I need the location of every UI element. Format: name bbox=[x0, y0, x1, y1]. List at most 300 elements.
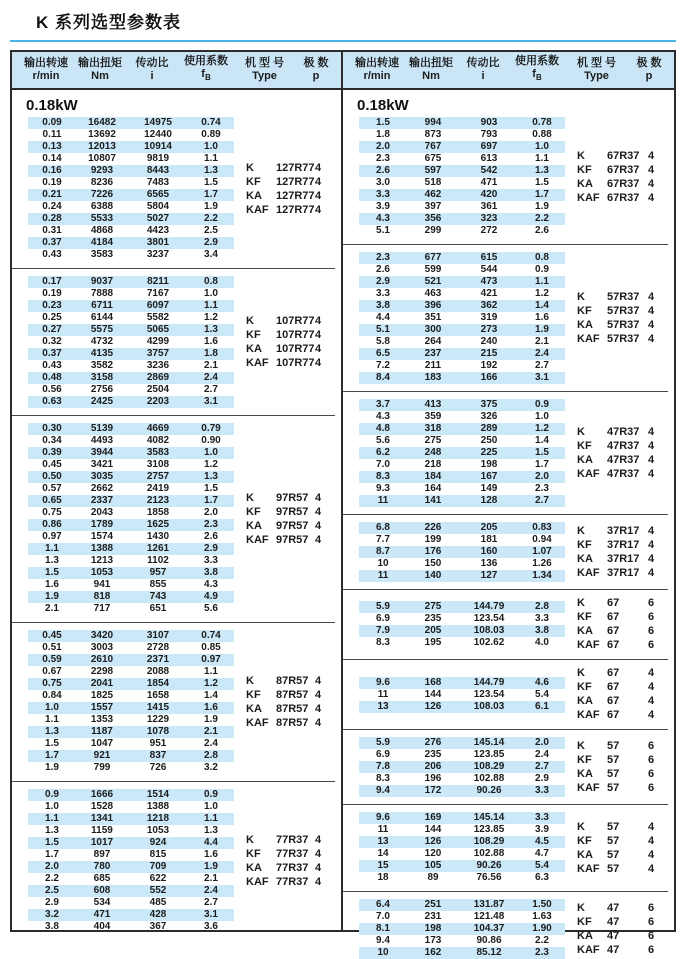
factor-cell: 2.6 bbox=[535, 225, 549, 236]
half-content-right bbox=[343, 90, 674, 959]
type-prefix: KAF bbox=[577, 566, 600, 579]
factor-cell: 1.4 bbox=[535, 300, 549, 311]
table-row bbox=[28, 471, 234, 483]
type-line bbox=[577, 164, 668, 177]
type-model: 67 bbox=[607, 667, 620, 679]
type-line bbox=[577, 333, 668, 346]
factor-cell: 4.4 bbox=[204, 837, 218, 848]
table-row bbox=[359, 288, 565, 300]
torque-cell: 248 bbox=[424, 447, 442, 458]
header-service-factor-zh: 使用系数 bbox=[184, 55, 228, 68]
pole-count: 6 bbox=[648, 611, 655, 623]
speed-cell: 0.43 bbox=[42, 249, 62, 260]
table-row bbox=[28, 483, 234, 495]
speed-cell: 0.27 bbox=[42, 324, 62, 335]
type-model: 57 bbox=[607, 753, 620, 766]
speed-cell: 1.1 bbox=[45, 813, 59, 824]
type-line bbox=[246, 204, 335, 217]
type-model: 37R17 bbox=[607, 524, 640, 537]
pole-count: 4 bbox=[315, 847, 322, 860]
type-prefix: KA bbox=[246, 342, 262, 355]
speed-cell: 1.3 bbox=[45, 825, 59, 836]
type-model: 57 bbox=[607, 781, 620, 794]
header-model bbox=[565, 57, 628, 83]
header-service-factor-symbol: $f_B$ bbox=[532, 68, 542, 83]
table-row bbox=[28, 750, 234, 762]
ratio-cell: 104.37 bbox=[473, 923, 505, 934]
header-model-en: Type bbox=[584, 70, 609, 82]
factor-cell: 0.90 bbox=[201, 435, 221, 446]
ratio-cell: 5582 bbox=[146, 312, 170, 323]
type-line bbox=[246, 343, 335, 356]
speed-cell: 0.9 bbox=[45, 789, 59, 800]
ratio-cell: 108.29 bbox=[473, 836, 505, 847]
type-list bbox=[565, 426, 668, 481]
type-prefix: KAF bbox=[577, 781, 600, 794]
torque-cell: 198 bbox=[424, 923, 442, 934]
type-prefix: KA bbox=[577, 177, 593, 190]
factor-cell: 2.2 bbox=[535, 935, 549, 946]
type-model: 57R37 bbox=[607, 290, 640, 303]
speed-cell: 0.39 bbox=[42, 447, 62, 458]
ratio-cell: 903 bbox=[480, 117, 498, 128]
torque-cell: 9037 bbox=[90, 276, 114, 287]
table-row bbox=[28, 201, 234, 213]
type-line bbox=[577, 597, 668, 610]
header-service-factor bbox=[178, 55, 234, 84]
pole-count: 4 bbox=[648, 834, 655, 847]
ratio-cell: 793 bbox=[480, 129, 498, 140]
table-row bbox=[28, 372, 234, 384]
torque-cell: 1187 bbox=[91, 726, 113, 737]
ratio-cell: 709 bbox=[149, 861, 167, 872]
speed-cell: 11 bbox=[377, 495, 389, 506]
factor-cell: 2.1 bbox=[535, 336, 549, 347]
factor-cell: 1.9 bbox=[535, 324, 549, 335]
factor-cell: 1.2 bbox=[204, 312, 218, 323]
table-row bbox=[28, 702, 234, 714]
factor-cell: 1.6 bbox=[204, 849, 218, 860]
ratio-cell: 957 bbox=[149, 567, 167, 578]
type-line bbox=[577, 930, 668, 943]
ratio-cell: 421 bbox=[480, 288, 498, 299]
speed-cell: 8.4 bbox=[376, 372, 390, 383]
ratio-cell: 7483 bbox=[146, 177, 170, 188]
torque-cell: 276 bbox=[424, 737, 442, 748]
speed-cell: 4.3 bbox=[376, 411, 390, 422]
type-model: 67 bbox=[607, 639, 620, 651]
type-model: 127R77 bbox=[276, 203, 315, 216]
factor-cell: 3.8 bbox=[535, 624, 549, 636]
type-line bbox=[246, 520, 335, 533]
type-prefix: KF bbox=[577, 681, 592, 693]
ratio-cell: 375 bbox=[480, 399, 498, 410]
factor-cell: 4.7 bbox=[535, 848, 549, 859]
rows-group bbox=[359, 601, 565, 649]
speed-cell: 2.9 bbox=[376, 276, 390, 287]
torque-cell: 4184 bbox=[90, 237, 114, 248]
type-model: 127R77 bbox=[276, 189, 315, 202]
speed-cell: 5.9 bbox=[376, 737, 390, 748]
table-row bbox=[359, 324, 565, 336]
pole-count: 4 bbox=[315, 875, 322, 888]
factor-cell: 2.0 bbox=[204, 507, 218, 518]
factor-cell: 2.7 bbox=[204, 897, 218, 908]
type-list bbox=[565, 740, 668, 795]
ratio-cell: 552 bbox=[149, 885, 167, 896]
factor-cell: 6.1 bbox=[535, 700, 549, 712]
pole-count: 6 bbox=[648, 915, 655, 928]
torque-cell: 164 bbox=[424, 483, 442, 494]
ratio-cell: 121.48 bbox=[473, 911, 505, 922]
table-row bbox=[359, 459, 565, 471]
factor-cell: 3.6 bbox=[204, 921, 218, 932]
rows-group bbox=[359, 677, 565, 713]
type-line bbox=[577, 695, 668, 708]
torque-cell: 767 bbox=[424, 141, 442, 152]
type-line bbox=[246, 190, 335, 203]
torque-cell: 162 bbox=[424, 947, 442, 958]
type-prefix: KF bbox=[577, 439, 592, 452]
pole-count: 4 bbox=[648, 439, 655, 452]
type-prefix: KF bbox=[577, 611, 592, 623]
ratio-cell: 108.29 bbox=[473, 761, 505, 772]
factor-cell: 1.5 bbox=[204, 483, 218, 494]
table-row bbox=[28, 690, 234, 702]
table-row bbox=[359, 749, 565, 761]
speed-cell: 1.3 bbox=[45, 726, 59, 737]
table-row bbox=[359, 312, 565, 324]
torque-cell: 608 bbox=[93, 885, 111, 896]
type-list bbox=[565, 902, 668, 957]
type-prefix: K bbox=[577, 524, 585, 537]
ratio-cell: 951 bbox=[149, 738, 167, 749]
factor-cell: 2.0 bbox=[535, 471, 549, 482]
factor-cell: 1.4 bbox=[535, 435, 549, 446]
table-row bbox=[359, 399, 565, 411]
factor-cell: 2.4 bbox=[204, 885, 218, 896]
ratio-cell: 85.12 bbox=[476, 947, 502, 958]
pole-count: 6 bbox=[648, 781, 655, 794]
speed-cell: 7.7 bbox=[376, 534, 390, 545]
ratio-cell: 651 bbox=[149, 603, 167, 614]
torque-cell: 5139 bbox=[90, 423, 114, 434]
pole-count: 4 bbox=[648, 820, 655, 833]
type-model: 57 bbox=[607, 739, 620, 752]
block-separator bbox=[343, 891, 668, 892]
type-model: 67 bbox=[607, 611, 620, 623]
table-row bbox=[359, 117, 565, 129]
speed-cell: 8.3 bbox=[376, 471, 390, 482]
speed-cell: 0.32 bbox=[42, 336, 62, 347]
torque-cell: 318 bbox=[424, 423, 442, 434]
torque-cell: 6711 bbox=[91, 300, 113, 311]
block-separator bbox=[343, 804, 668, 805]
ratio-cell: 622 bbox=[149, 873, 167, 884]
torque-cell: 3421 bbox=[90, 459, 114, 470]
table-row bbox=[28, 237, 234, 249]
type-prefix: KF bbox=[577, 304, 592, 317]
table-row bbox=[359, 689, 565, 701]
factor-cell: 2.0 bbox=[535, 737, 549, 748]
ratio-cell: 160 bbox=[480, 546, 498, 557]
type-prefix: KA bbox=[577, 453, 593, 466]
table-row bbox=[28, 726, 234, 738]
torque-cell: 921 bbox=[93, 750, 111, 761]
pole-count: 4 bbox=[315, 833, 322, 846]
type-line bbox=[577, 740, 668, 753]
table-row bbox=[28, 423, 234, 435]
table-row bbox=[359, 836, 565, 848]
table-row bbox=[28, 507, 234, 519]
speed-cell: 1.5 bbox=[45, 837, 59, 848]
type-prefix: KF bbox=[577, 163, 592, 176]
type-prefix: KAF bbox=[246, 875, 269, 888]
torque-cell: 2756 bbox=[90, 384, 114, 395]
type-model: 47 bbox=[607, 901, 620, 914]
torque-cell: 396 bbox=[424, 300, 442, 311]
factor-cell: 2.3 bbox=[535, 947, 549, 958]
type-prefix: KA bbox=[577, 695, 593, 707]
speed-cell: 7.9 bbox=[376, 624, 390, 636]
torque-cell: 1574 bbox=[90, 531, 114, 542]
factor-cell: 1.1 bbox=[535, 276, 549, 287]
type-prefix: K bbox=[577, 290, 585, 303]
speed-cell: 3.3 bbox=[376, 288, 390, 299]
ratio-cell: 367 bbox=[149, 921, 167, 932]
type-line bbox=[246, 876, 335, 889]
pole-count: 6 bbox=[648, 901, 655, 914]
table-row bbox=[28, 642, 234, 654]
block-separator bbox=[343, 659, 668, 660]
ratio-cell: 5065 bbox=[146, 324, 170, 335]
torque-cell: 211 bbox=[424, 360, 442, 371]
torque-cell: 1017 bbox=[90, 837, 114, 848]
table-row bbox=[359, 252, 565, 264]
header-service-factor-symbol: $f_B$ bbox=[201, 68, 211, 83]
type-model: 67R37 bbox=[607, 177, 640, 190]
torque-cell: 1388 bbox=[90, 543, 114, 554]
speed-cell: 10 bbox=[377, 558, 389, 569]
table-row bbox=[359, 189, 565, 201]
type-list bbox=[565, 291, 668, 346]
pole-count: 4 bbox=[648, 453, 655, 466]
type-model: 97R57 bbox=[276, 533, 309, 546]
speed-cell: 1.9 bbox=[45, 591, 59, 602]
speed-cell: 0.11 bbox=[42, 129, 62, 140]
type-prefix: KA bbox=[246, 861, 262, 874]
type-line bbox=[577, 849, 668, 862]
speed-cell: 0.09 bbox=[42, 117, 62, 128]
type-prefix: KAF bbox=[577, 467, 600, 480]
factor-cell: 1.2 bbox=[204, 678, 218, 689]
pole-count: 4 bbox=[315, 702, 322, 715]
speed-cell: 0.30 bbox=[42, 423, 62, 434]
torque-cell: 105 bbox=[424, 860, 442, 871]
speed-cell: 1.9 bbox=[45, 762, 59, 773]
torque-cell: 3158 bbox=[90, 372, 114, 383]
torque-cell: 299 bbox=[424, 225, 442, 236]
factor-cell: 0.94 bbox=[532, 534, 552, 545]
data-block bbox=[343, 737, 668, 797]
type-model: 57 bbox=[607, 834, 620, 847]
torque-cell: 1557 bbox=[90, 702, 114, 713]
type-prefix: KF bbox=[246, 847, 261, 860]
table-row bbox=[359, 558, 565, 570]
table-row bbox=[359, 201, 565, 213]
type-list bbox=[234, 834, 335, 889]
torque-cell: 359 bbox=[424, 411, 442, 422]
speed-cell: 3.7 bbox=[376, 399, 390, 410]
ratio-cell: 743 bbox=[149, 591, 167, 602]
rows-group bbox=[28, 117, 234, 261]
factor-cell: 1.6 bbox=[204, 702, 218, 713]
type-line bbox=[577, 902, 668, 915]
factor-cell: 1.7 bbox=[535, 189, 549, 200]
type-prefix: K bbox=[577, 739, 585, 752]
factor-cell: 1.1 bbox=[204, 666, 218, 677]
ratio-cell: 14975 bbox=[144, 117, 172, 128]
type-model: 67 bbox=[607, 625, 620, 637]
ratio-cell: 362 bbox=[480, 300, 498, 311]
header-output-speed-zh: 输出转速 bbox=[24, 57, 68, 69]
factor-cell: 1.0 bbox=[204, 801, 218, 812]
pole-count: 4 bbox=[648, 566, 655, 579]
table-row bbox=[359, 165, 565, 177]
ratio-cell: 76.56 bbox=[476, 872, 502, 883]
ratio-cell: 102.88 bbox=[473, 848, 505, 859]
torque-cell: 16482 bbox=[88, 117, 116, 128]
table-row bbox=[359, 534, 565, 546]
type-line bbox=[246, 315, 335, 328]
speed-cell: 7.2 bbox=[376, 360, 390, 371]
torque-cell: 2041 bbox=[90, 678, 114, 689]
table-row bbox=[28, 801, 234, 813]
type-prefix: K bbox=[246, 674, 254, 687]
table-row bbox=[28, 519, 234, 531]
factor-cell: 1.0 bbox=[204, 288, 218, 299]
ratio-cell: 1430 bbox=[146, 531, 170, 542]
type-prefix: KAF bbox=[246, 203, 269, 216]
type-prefix: K bbox=[577, 597, 585, 609]
type-model: 47R37 bbox=[607, 425, 640, 438]
torque-cell: 206 bbox=[424, 761, 442, 772]
ratio-cell: 615 bbox=[480, 252, 498, 263]
torque-cell: 3003 bbox=[90, 642, 114, 653]
table-row bbox=[28, 165, 234, 177]
type-line bbox=[577, 192, 668, 205]
speed-cell: 1.5 bbox=[45, 738, 59, 749]
table-row bbox=[28, 153, 234, 165]
factor-cell: 4.5 bbox=[535, 836, 549, 847]
torque-cell: 3944 bbox=[90, 447, 114, 458]
type-model: 57R37 bbox=[607, 332, 640, 345]
type-model: 87R57 bbox=[276, 702, 309, 715]
table-row bbox=[359, 677, 565, 689]
ratio-cell: 205 bbox=[480, 522, 498, 533]
type-list bbox=[234, 162, 335, 217]
pole-count: 4 bbox=[648, 191, 655, 204]
factor-cell: 1.90 bbox=[532, 923, 552, 934]
ratio-cell: 123.54 bbox=[473, 612, 505, 624]
torque-cell: 9293 bbox=[90, 165, 114, 176]
pole-count: 6 bbox=[648, 753, 655, 766]
torque-cell: 235 bbox=[424, 612, 442, 624]
speed-cell: 0.75 bbox=[42, 507, 62, 518]
type-prefix: KF bbox=[246, 328, 261, 341]
table-row bbox=[359, 785, 565, 797]
speed-cell: 2.0 bbox=[45, 861, 59, 872]
factor-cell: 1.0 bbox=[535, 411, 549, 422]
torque-cell: 780 bbox=[93, 861, 111, 872]
pole-count: 4 bbox=[315, 519, 322, 532]
table-row bbox=[28, 435, 234, 447]
speed-cell: 2.1 bbox=[45, 603, 59, 614]
table-row bbox=[359, 141, 565, 153]
type-line bbox=[577, 754, 668, 767]
type-line bbox=[246, 834, 335, 847]
speed-cell: 2.2 bbox=[45, 873, 59, 884]
speed-cell: 3.0 bbox=[376, 177, 390, 188]
table-row bbox=[359, 372, 565, 384]
data-block bbox=[343, 667, 668, 722]
torque-cell: 534 bbox=[93, 897, 111, 908]
pole-count: 4 bbox=[648, 538, 655, 551]
power-label: 0.18kW bbox=[357, 97, 409, 114]
table-row bbox=[359, 129, 565, 141]
speed-cell: 1.5 bbox=[376, 117, 390, 128]
header-output-torque bbox=[74, 57, 126, 83]
type-line bbox=[246, 862, 335, 875]
type-prefix: KAF bbox=[577, 709, 600, 721]
factor-cell: 1.6 bbox=[204, 336, 218, 347]
pole-count: 6 bbox=[648, 929, 655, 942]
torque-cell: 1789 bbox=[90, 519, 114, 530]
ratio-cell: 198 bbox=[480, 459, 498, 470]
table-row bbox=[28, 909, 234, 921]
factor-cell: 1.0 bbox=[535, 141, 549, 152]
factor-cell: 1.7 bbox=[204, 495, 218, 506]
table-row bbox=[28, 861, 234, 873]
table-row bbox=[28, 579, 234, 591]
pole-count: 4 bbox=[648, 149, 655, 162]
ratio-cell: 123.85 bbox=[473, 824, 505, 835]
torque-cell: 196 bbox=[424, 773, 442, 784]
factor-cell: 1.26 bbox=[532, 558, 552, 569]
table-row bbox=[359, 625, 565, 637]
table-row bbox=[359, 276, 565, 288]
type-line bbox=[577, 768, 668, 781]
type-prefix: K bbox=[577, 901, 585, 914]
table-row bbox=[359, 935, 565, 947]
torque-cell: 251 bbox=[424, 899, 442, 910]
torque-cell: 1341 bbox=[90, 813, 114, 824]
ratio-cell: 3583 bbox=[146, 447, 170, 458]
type-line bbox=[577, 821, 668, 834]
type-line bbox=[577, 835, 668, 848]
ratio-cell: 145.14 bbox=[473, 737, 505, 748]
ratio-cell: 6565 bbox=[146, 189, 170, 200]
type-model: 57 bbox=[607, 848, 620, 861]
torque-cell: 897 bbox=[93, 849, 111, 860]
ratio-cell: 2123 bbox=[146, 495, 170, 506]
header-output-speed-unit: r/min bbox=[363, 70, 391, 82]
type-line bbox=[246, 176, 335, 189]
factor-cell: 1.1 bbox=[204, 813, 218, 824]
ratio-cell: 149 bbox=[480, 483, 498, 494]
block-separator bbox=[343, 589, 668, 590]
factor-cell: 0.79 bbox=[201, 423, 221, 434]
